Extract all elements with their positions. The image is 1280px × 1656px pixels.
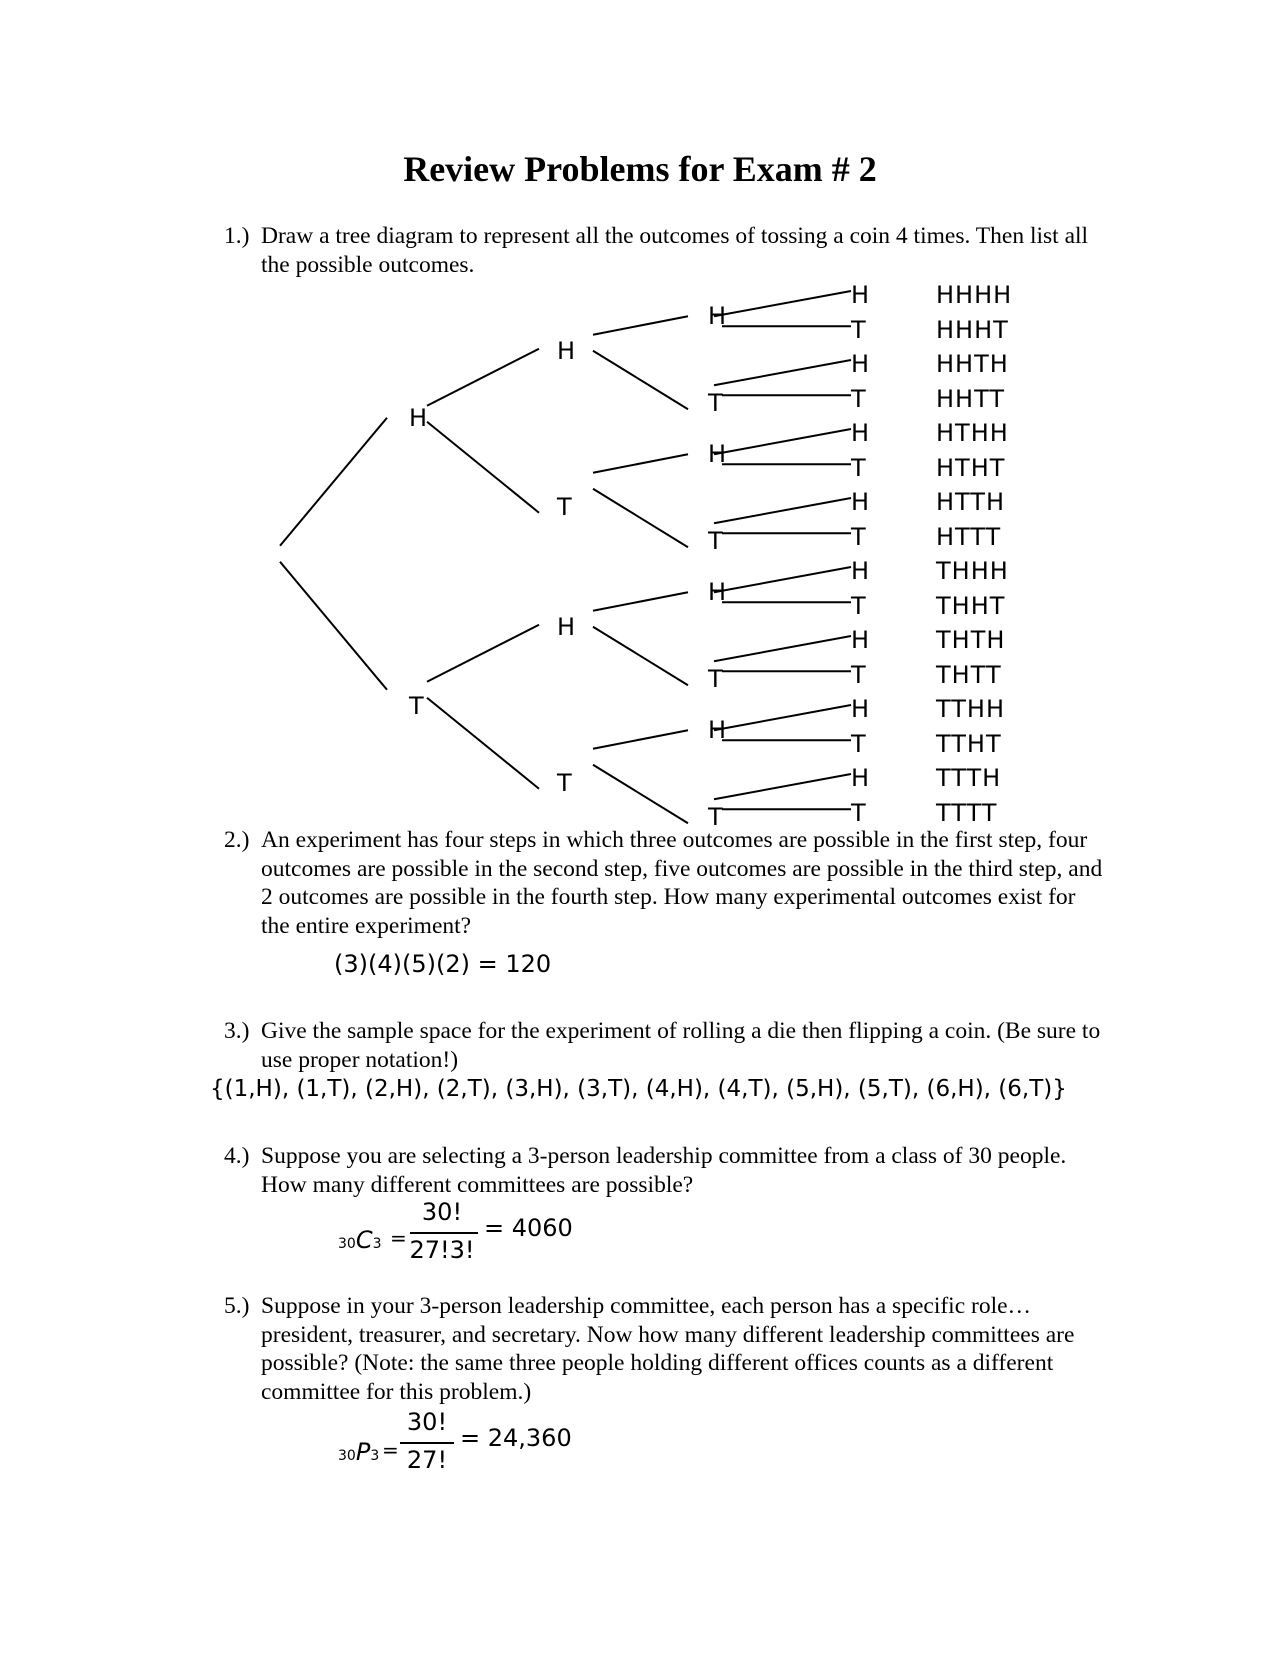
tree-node-label: H (708, 302, 727, 331)
tree-branch (427, 698, 539, 789)
fraction-numerator: 30! (406, 1408, 448, 1436)
tree-node-label: T (851, 315, 866, 344)
question-number: 5.) (224, 1293, 250, 1319)
tree-branch (714, 429, 851, 454)
permutation-symbol: P (355, 1438, 371, 1466)
permutation-n: 30 (338, 1448, 356, 1464)
tree-branch (714, 360, 851, 385)
answer-5: = 24,360 (460, 1424, 572, 1452)
fraction-denominator: 27! (406, 1446, 448, 1474)
question-number: 4.) (224, 1143, 250, 1169)
permutation-notation (338, 1438, 379, 1466)
outcome-item: TTTH (936, 764, 1002, 792)
tree-node-label: H (851, 695, 870, 723)
question-text: An experiment has four steps in which three outcomes are possible in the first step, four outcomes are possible in the second step, five outcomes are possible in the third step, and 2 outcomes are possible in the fourth step. How many experimental outcomes exist for the entire experiment? (261, 827, 1103, 939)
tree-branch (427, 349, 539, 406)
question-number: 3.) (224, 1018, 250, 1044)
outcome-item: HTTT (936, 522, 1002, 551)
outcome-item: THHH (936, 557, 1009, 585)
fraction-bar (400, 1442, 454, 1444)
outcome-item: THHT (936, 591, 1006, 620)
tree-node-label: T (557, 492, 572, 521)
question-2 (224, 826, 1104, 940)
tree-node-label: H (851, 281, 870, 309)
tree-node-label: H (409, 403, 428, 432)
equals-sign: = (382, 1438, 399, 1462)
outcome-item: HTHH (936, 419, 1009, 447)
tree-node-label: H (851, 557, 870, 585)
tree-node-label: T (851, 729, 866, 758)
tree-node-label: H (851, 626, 870, 654)
tree-branch (714, 498, 851, 523)
outcome-item: THTT (936, 660, 1002, 689)
answer-4: = 4060 (484, 1214, 573, 1242)
tree-branch (427, 422, 539, 513)
outcome-item: HTHT (936, 453, 1006, 482)
combination-symbol: C (355, 1226, 373, 1254)
tree-branch (714, 636, 851, 661)
outcome-item: HHHH (936, 281, 1013, 309)
tree-node-label: T (409, 691, 424, 720)
tree-branch (593, 592, 688, 611)
tree-node-label: H (557, 612, 576, 641)
tree-node-label: T (708, 803, 723, 832)
outcome-item: TTHH (936, 695, 1005, 723)
answer-3: {(1,H), (1,T), (2,H), (2,T), (3,H), (3,T), (4,H), (4,T), (5,H), (5,T), (6,H), (6,T)} (210, 1076, 1067, 1102)
question-4 (224, 1142, 1104, 1199)
tree-branch (714, 705, 851, 730)
question-text: Suppose you are selecting a 3-person leadership committee from a class of 30 people. How many different committees are possible? (261, 1143, 1067, 1198)
tree-node-label: T (851, 798, 866, 827)
tree-branch (593, 627, 688, 686)
outcome-item: TTTT (936, 798, 998, 827)
outcome-item: HHTH (936, 350, 1009, 378)
tree-node-label: T (708, 665, 723, 694)
tree-branch (427, 625, 539, 682)
tree-node-label: H (851, 488, 870, 516)
tree-branch (593, 765, 688, 824)
fraction-bar (410, 1232, 478, 1234)
tree-node-label: H (708, 440, 727, 469)
tree-node-label: H (708, 716, 727, 745)
tree-branch (593, 730, 688, 749)
fraction-numerator: 30! (421, 1198, 463, 1226)
tree-branch (714, 291, 851, 316)
tree-branch (714, 774, 851, 799)
equals-sign: = (390, 1226, 407, 1250)
page-title: Review Problems for Exam # 2 (403, 149, 877, 189)
tree-node-label: T (708, 389, 723, 418)
outcome-item: HTTH (936, 488, 1005, 516)
tree-node-label: T (851, 384, 866, 413)
tree-branch (280, 418, 387, 546)
combination-n: 30 (338, 1236, 356, 1252)
question-5 (224, 1292, 1104, 1406)
question-3 (224, 1017, 1104, 1074)
combination-r: 3 (372, 1236, 382, 1252)
tree-branch (593, 454, 688, 473)
tree-node-label: T (851, 522, 866, 551)
outcome-item: THTH (936, 626, 1006, 654)
answer-2: (3)(4)(5)(2) = 120 (334, 950, 552, 978)
question-text: Suppose in your 3-person leadership committee, each person has a specific role… president, treasurer, and secretary. Now how many different leadership committees are possible? (Note: the same three people holding different offices counts as a different committee for this problem.) (261, 1293, 1075, 1405)
tree-node-label: T (708, 527, 723, 556)
tree-node-label: H (851, 764, 870, 792)
outcome-item: HHTT (936, 384, 1005, 413)
tree-branch (593, 489, 688, 548)
tree-node-label: H (557, 336, 576, 365)
tree-branch (280, 562, 387, 690)
tree-node-label: T (851, 660, 866, 689)
question-text: Draw a tree diagram to represent all the outcomes of tossing a coin 4 times. Then list all the possible outcomes. (261, 223, 1089, 278)
tree-branch (593, 316, 688, 335)
outcome-item: HHHT (936, 315, 1009, 344)
permutation-r: 3 (370, 1448, 380, 1464)
question-number: 1.) (224, 223, 250, 249)
tree-node-label: T (851, 453, 866, 482)
tree-node-label: H (851, 419, 870, 447)
tree-node-label: T (851, 591, 866, 620)
tree-node-label: H (708, 578, 727, 607)
tree-branch (714, 567, 851, 592)
combination-notation (338, 1226, 382, 1254)
question-number: 2.) (224, 827, 250, 853)
question-text: Give the sample space for the experiment of rolling a die then flipping a coin. (Be sure to use proper notation!) (261, 1018, 1101, 1073)
tree-branch (593, 351, 688, 410)
tree-node-label: T (557, 768, 572, 797)
fraction-denominator: 27!3! (409, 1236, 475, 1264)
outcome-item: TTHT (936, 729, 1002, 758)
tree-node-label: H (851, 350, 870, 378)
